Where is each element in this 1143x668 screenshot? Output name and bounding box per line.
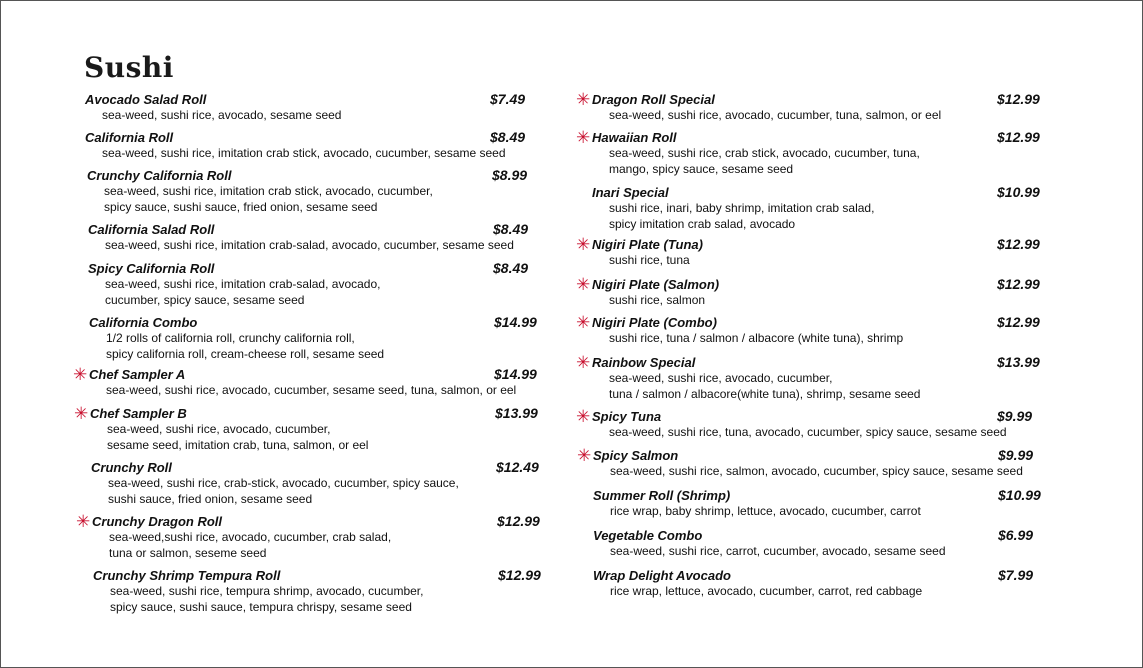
item-price: $12.99 [997,236,1040,252]
item-name: Avocado Salad Roll [85,92,207,107]
menu-item [576,313,1040,346]
item-name: Inari Special [592,185,669,200]
item-description: cucumber, spicy sauce, sesame seed [105,293,305,307]
menu-item [91,459,539,507]
menu-item [577,446,1034,479]
item-name: Rainbow Special [592,355,696,370]
item-description: sea-weed, sushi rice, crab stick, avocado, cucumber, tuna, [609,146,920,160]
menu-item [88,221,529,253]
menu-item [74,404,538,453]
item-description: sushi rice, salmon [609,293,706,307]
menu-item [93,567,541,615]
menu-item [593,487,1041,519]
menu-item [576,407,1033,440]
item-name: Spicy Salmon [593,448,679,463]
section-title: Sushi [84,51,174,84]
item-description: sea-weed, sushi rice, tempura shrimp, avocado, cucumber, [110,584,424,598]
item-price: $13.99 [495,405,538,421]
item-name: Chef Sampler A [89,367,186,382]
item-description: sea-weed,sushi rice, avocado, cucumber, crab salad, [109,530,392,544]
item-name: Wrap Delight Avocado [593,568,731,583]
item-name: Crunchy California Roll [87,168,232,183]
item-price: $8.49 [493,260,529,276]
asterisk-icon: ✳ [576,128,591,148]
item-description: sesame seed, imitation crab, tuna, salmon, or eel [107,438,369,452]
item-price: $12.49 [496,459,539,475]
item-price: $9.99 [997,408,1033,424]
item-price: $10.99 [997,184,1040,200]
item-description: sea-weed, sushi rice, tuna, avocado, cucumber, spicy sauce, sesame seed [609,425,1007,439]
item-description: tuna / salmon / albacore(white tuna), shrimp, sesame seed [609,387,921,401]
asterisk-icon: ✳ [73,365,88,385]
item-name: Nigiri Plate (Combo) [592,315,717,330]
item-description: spicy california roll, cream-cheese roll, sesame seed [106,347,385,361]
item-name: California Roll [85,130,174,145]
item-name: Spicy Tuna [592,409,662,424]
item-name: California Salad Roll [88,222,215,237]
item-description: sea-weed, sushi rice, imitation crab-salad, avocado, cucumber, sesame seed [105,238,514,252]
item-description: sea-weed, sushi rice, crab-stick, avocado, cucumber, spicy sauce, [108,476,459,490]
item-price: $6.99 [998,527,1034,543]
item-price: $10.99 [998,487,1041,503]
item-price: $9.99 [998,447,1034,463]
item-description: sushi sauce, fried onion, sesame seed [108,492,313,506]
item-name: Spicy California Roll [88,261,215,276]
item-description: sea-weed, sushi rice, carrot, cucumber, avocado, sesame seed [610,544,946,558]
asterisk-icon: ✳ [576,313,591,333]
item-description: spicy imitation crab salad, avocado [609,217,796,231]
item-description: sea-weed, sushi rice, salmon, avocado, cucumber, spicy sauce, sesame seed [610,464,1023,478]
menu-item [576,128,1040,177]
menu-item [88,260,529,308]
item-price: $14.99 [494,314,537,330]
item-description: sea-weed, sushi rice, avocado, cucumber, [609,371,833,385]
item-name: Summer Roll (Shrimp) [593,488,731,503]
item-name: California Combo [89,315,198,330]
item-name: Hawaiian Roll [592,130,677,145]
item-description: sushi rice, tuna / salmon / albacore (white tuna), shrimp [609,331,904,345]
item-price: $12.99 [497,513,540,529]
item-description: sea-weed, sushi rice, imitation crab stick, avocado, cucumber, [104,184,433,198]
item-name: Nigiri Plate (Salmon) [592,277,720,292]
menu-item [593,527,1034,559]
item-description: sea-weed, sushi rice, imitation crab-salad, avocado, [105,277,381,291]
menu-item [576,353,1040,402]
item-price: $14.99 [494,366,537,382]
item-price: $8.49 [493,221,529,237]
item-description: sushi rice, inari, baby shrimp, imitation crab salad, [609,201,875,215]
item-description: sushi rice, tuna [609,253,690,267]
menu-item [576,235,1040,268]
menu-item [593,567,1034,599]
menu-item [576,90,1040,123]
asterisk-icon: ✳ [576,275,591,295]
asterisk-icon: ✳ [76,512,91,532]
item-description: sea-weed, sushi rice, avocado, cucumber, tuna, salmon, or eel [609,108,942,122]
item-description: spicy sauce, sushi sauce, tempura chrispy, sesame seed [110,600,412,614]
item-price: $12.99 [997,276,1040,292]
item-name: Dragon Roll Special [592,92,715,107]
menu-item [89,314,537,362]
item-description: sea-weed, sushi rice, avocado, sesame seed [102,108,342,122]
menu-item [85,129,526,161]
item-price: $7.49 [490,91,526,107]
item-description: sea-weed, sushi rice, imitation crab stick, avocado, cucumber, sesame seed [102,146,506,160]
asterisk-icon: ✳ [576,235,591,255]
item-price: $12.99 [997,91,1040,107]
item-description: sea-weed, sushi rice, avocado, cucumber, sesame seed, tuna, salmon, or eel [106,383,517,397]
item-description: rice wrap, baby shrimp, lettuce, avocado, cucumber, carrot [610,504,921,518]
menu-item [85,91,526,123]
item-name: Crunchy Dragon Roll [92,514,223,529]
item-description: sea-weed, sushi rice, avocado, cucumber, [107,422,331,436]
item-price: $12.99 [997,314,1040,330]
asterisk-icon: ✳ [74,404,89,424]
item-description: spicy sauce, sushi sauce, fried onion, sesame seed [104,200,378,214]
item-price: $12.99 [498,567,541,583]
asterisk-icon: ✳ [576,90,591,110]
item-description: tuna or salmon, seseme seed [109,546,267,560]
item-description: mango, spicy sauce, sesame seed [609,162,794,176]
item-price: $8.99 [492,167,528,183]
item-name: Vegetable Combo [593,528,703,543]
menu-item [592,184,1040,232]
item-price: $12.99 [997,129,1040,145]
item-description: rice wrap, lettuce, avocado, cucumber, carrot, red cabbage [610,584,923,598]
menu-item [576,275,1040,308]
item-name: Crunchy Shrimp Tempura Roll [93,568,281,583]
item-price: $8.49 [490,129,526,145]
item-name: Nigiri Plate (Tuna) [592,237,703,252]
asterisk-icon: ✳ [576,353,591,373]
asterisk-icon: ✳ [577,446,592,466]
item-description: 1/2 rolls of california roll, crunchy california roll, [106,331,355,345]
item-price: $7.99 [998,567,1034,583]
item-name: Chef Sampler B [90,406,187,421]
item-name: Crunchy Roll [91,460,172,475]
menu-item [73,365,537,398]
item-price: $13.99 [997,354,1040,370]
menu-item [76,512,540,561]
asterisk-icon: ✳ [576,407,591,427]
menu-item [87,167,528,215]
